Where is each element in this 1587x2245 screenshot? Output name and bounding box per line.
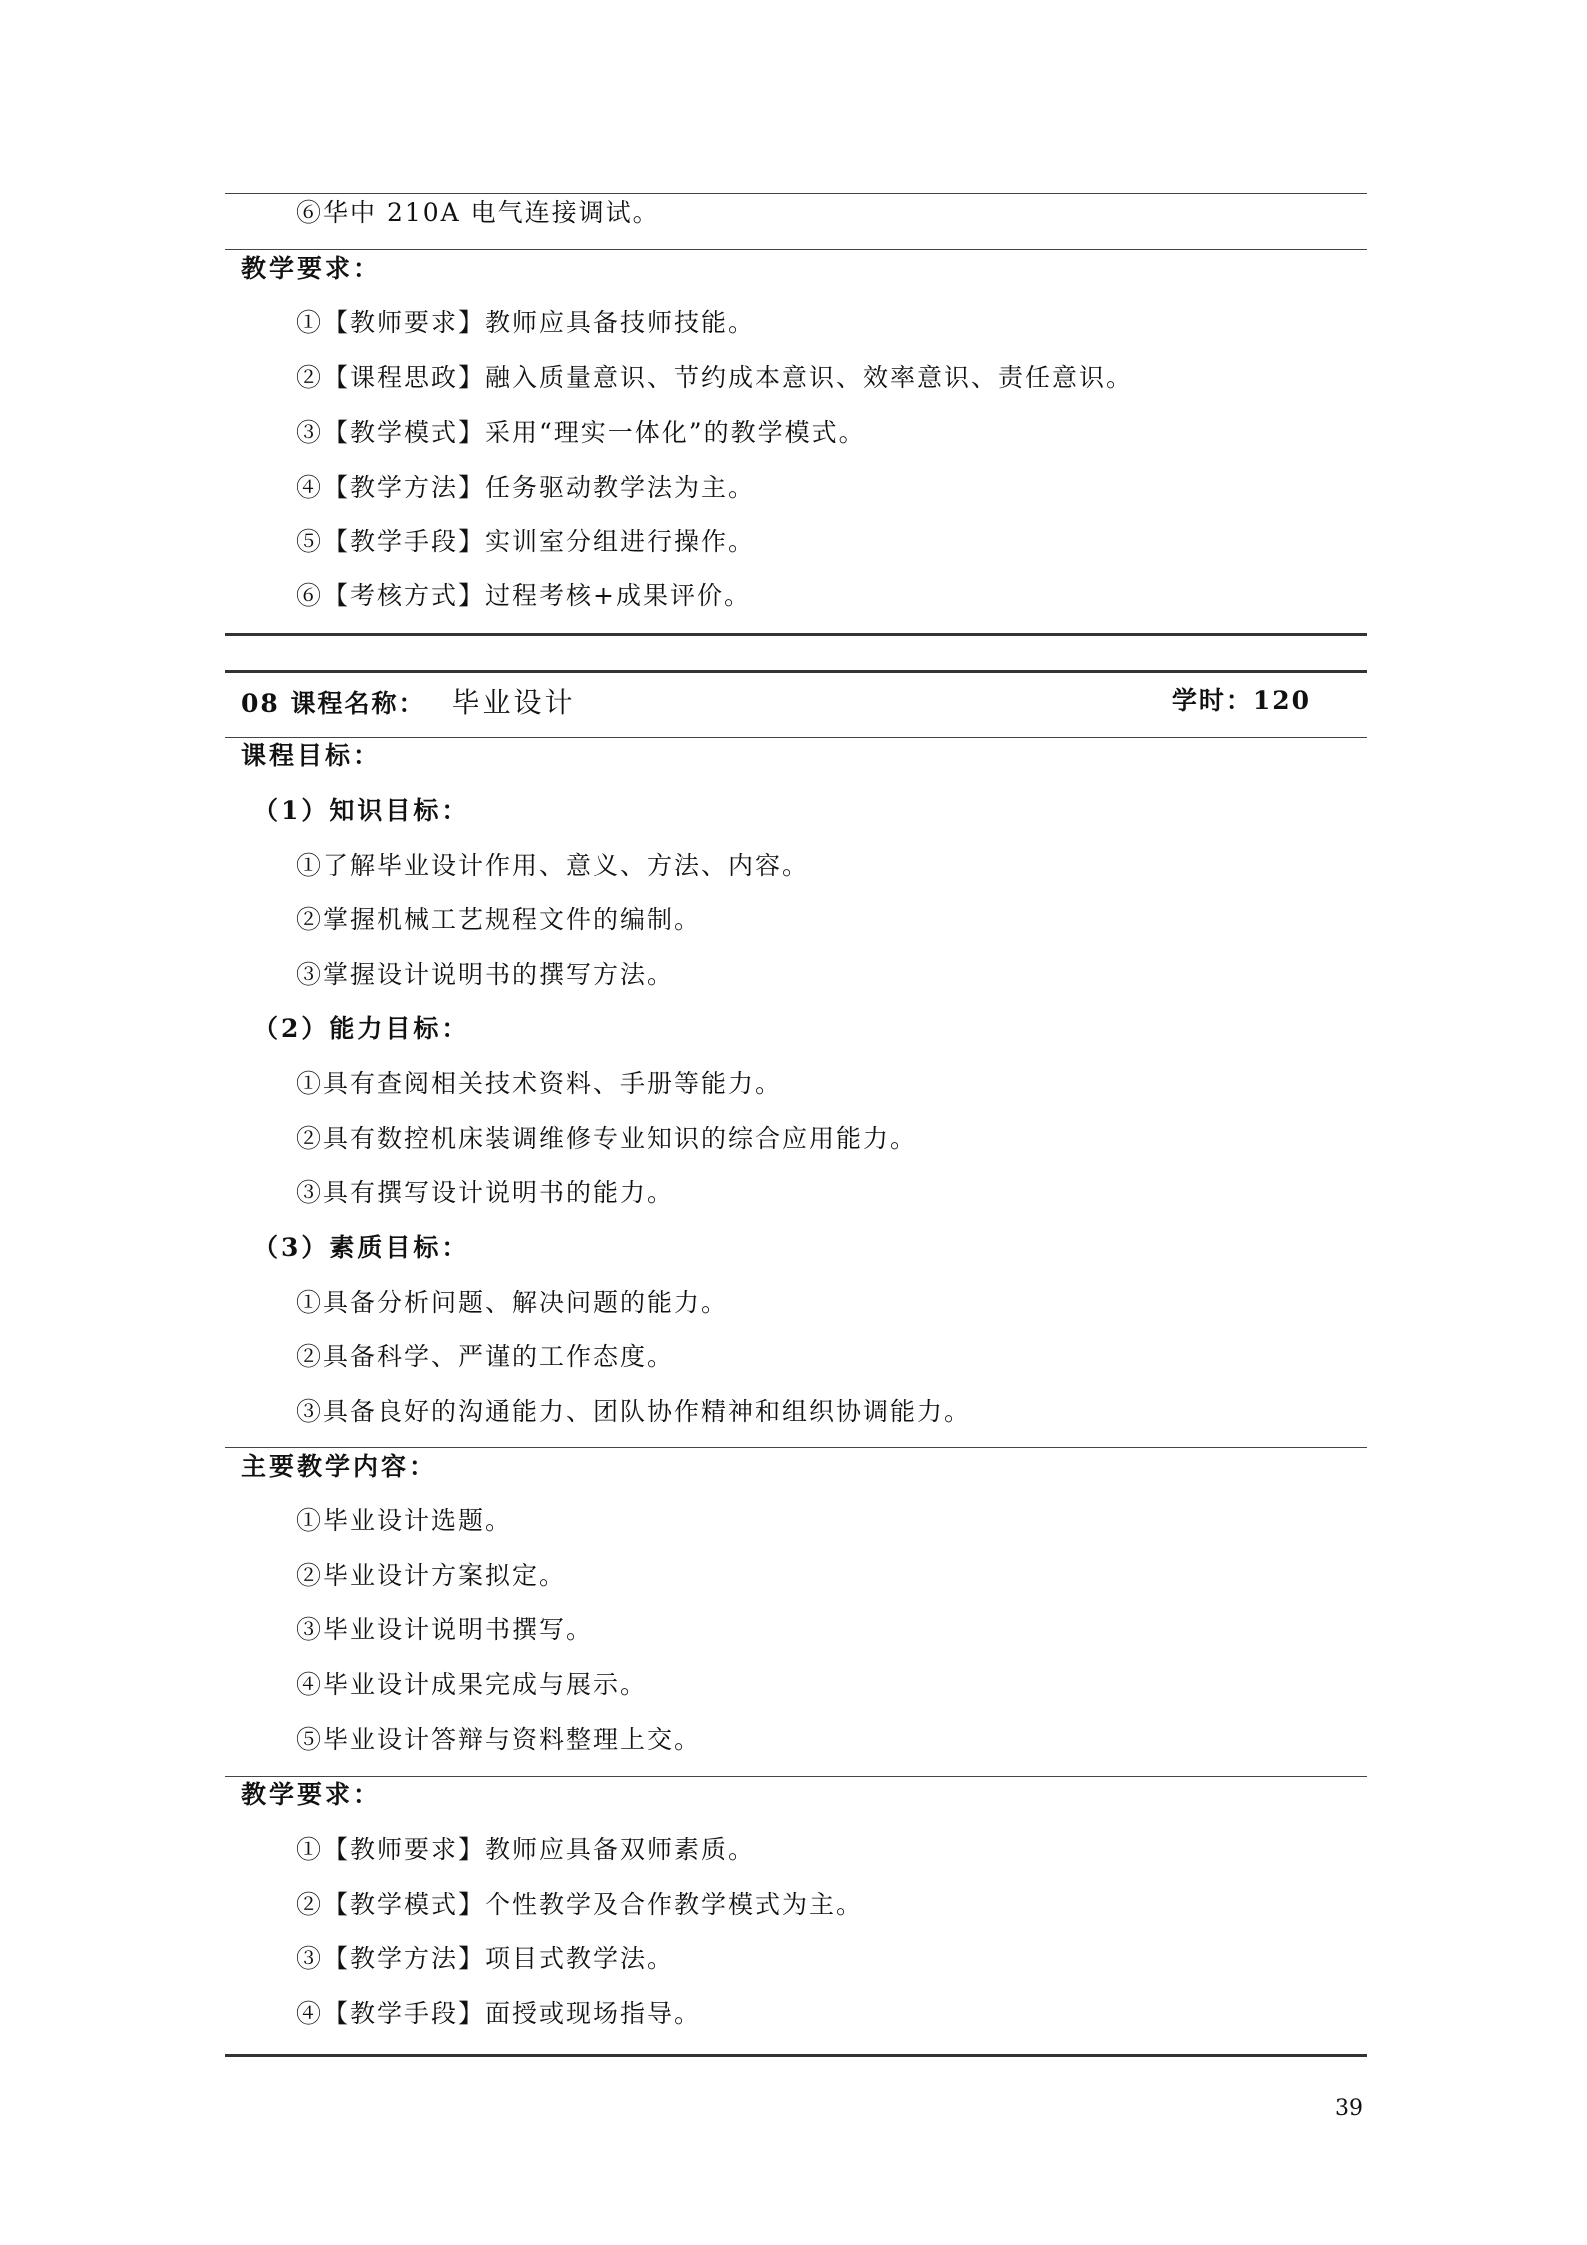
page-number: 39: [1335, 2096, 1363, 2121]
rule-requirements: [225, 1776, 1367, 1777]
prev-content-item-6: ⑥华中 210A 电气连接调试。: [296, 198, 660, 227]
quality-item: ②具备科学、严谨的工作态度。: [296, 1342, 675, 1371]
rule-goals: [225, 737, 1367, 738]
prev-requirement-item: ④【教学方法】任务驱动教学法为主。: [296, 473, 756, 502]
ability-heading: （2）能力目标：: [253, 1014, 470, 1043]
rule-top: [225, 193, 1367, 194]
course-name: 毕业设计: [451, 686, 576, 719]
rule-content: [225, 1447, 1367, 1448]
requirement-item: ②【教学模式】个性教学及合作教学模式为主。: [296, 1890, 864, 1919]
knowledge-item: ①了解毕业设计作用、意义、方法、内容。: [296, 851, 810, 880]
content-item: ①毕业设计选题。: [296, 1506, 513, 1535]
rule-prev-end: [225, 633, 1367, 636]
content-item: ③毕业设计说明书撰写。: [296, 1615, 594, 1644]
ability-item: ②具有数控机床装调维修专业知识的综合应用能力。: [296, 1124, 918, 1153]
requirements-heading: 教学要求：: [241, 1780, 382, 1809]
knowledge-item: ②掌握机械工艺规程文件的编制。: [296, 905, 702, 934]
prev-requirement-item: ⑥【考核方式】过程考核+成果评价。: [296, 581, 751, 610]
rule-course-top: [225, 670, 1367, 673]
quality-heading: （3）素质目标：: [253, 1233, 470, 1262]
prev-requirements-heading: 教学要求：: [241, 254, 382, 283]
requirement-item: ④【教学手段】面授或现场指导。: [296, 1999, 702, 2028]
requirement-item: ③【教学方法】项目式教学法。: [296, 1944, 675, 1973]
prev-requirement-item: ①【教师要求】教师应具备技师技能。: [296, 308, 756, 337]
goals-heading: 课程目标：: [241, 741, 382, 770]
content-item: ②毕业设计方案拟定。: [296, 1561, 567, 1590]
course-label: 08 课程名称：: [241, 689, 426, 718]
rule-bottom: [225, 2054, 1367, 2057]
knowledge-heading: （1）知识目标：: [253, 796, 470, 825]
prev-requirement-item: ②【课程思政】融入质量意识、节约成本意识、效率意识、责任意识。: [296, 363, 1134, 392]
knowledge-item: ③掌握设计说明书的撰写方法。: [296, 960, 675, 989]
ability-item: ③具有撰写设计说明书的能力。: [296, 1178, 675, 1207]
prev-requirement-item: ⑤【教学手段】实训室分组进行操作。: [296, 527, 756, 556]
requirement-item: ①【教师要求】教师应具备双师素质。: [296, 1835, 756, 1864]
ability-item: ①具有查阅相关技术资料、手册等能力。: [296, 1069, 783, 1098]
content-heading: 主要教学内容：: [241, 1452, 438, 1481]
content-item: ④毕业设计成果完成与展示。: [296, 1670, 648, 1699]
quality-item: ③具备良好的沟通能力、团队协作精神和组织协调能力。: [296, 1397, 972, 1426]
rule-prev-requirements: [225, 249, 1367, 250]
course-title-row: [241, 681, 1311, 717]
course-hours: 学时：120: [1171, 686, 1311, 715]
prev-requirement-item: ③【教学模式】采用“理实一体化”的教学模式。: [296, 418, 866, 447]
quality-item: ①具备分析问题、解决问题的能力。: [296, 1288, 729, 1317]
content-item: ⑤毕业设计答辩与资料整理上交。: [296, 1725, 702, 1754]
